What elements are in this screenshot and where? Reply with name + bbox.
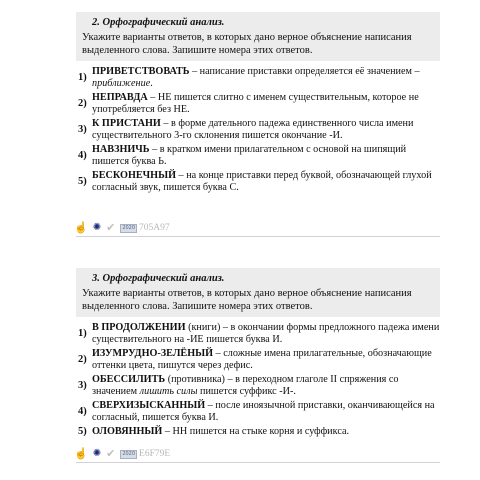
highlighted-word: БЕСКОНЕЧНЫЙ: [92, 170, 176, 181]
option-parenthetical: (книги): [185, 322, 221, 333]
highlighted-word: ОЛОВЯННЫЙ: [92, 426, 163, 437]
answer-option[interactable]: [78, 322, 440, 345]
option-text: – в переходном глаголе II спряжения со значением: [92, 374, 399, 397]
option-number: 4): [78, 149, 87, 161]
answer-option[interactable]: [78, 170, 440, 193]
year-badge: 2020: [122, 224, 136, 231]
task-toolbar: [74, 447, 444, 461]
answer-option[interactable]: [78, 66, 440, 89]
highlighted-word: К ПРИСТАНИ: [92, 118, 161, 129]
task-title: 3. Орфографический анализ.: [92, 273, 225, 284]
option-italic-text: приближение: [92, 77, 151, 89]
option-italic-text: лишить силы: [139, 385, 198, 397]
option-number: 3): [78, 379, 87, 391]
answer-option[interactable]: [78, 348, 440, 371]
option-text: – на конце приставки перед буквой, обозначающей глухой согласный звук, пишется буква С.: [92, 170, 432, 193]
answer-option[interactable]: [78, 92, 440, 115]
answer-options: [76, 66, 440, 193]
highlighted-word: НЕПРАВДА: [92, 92, 148, 103]
option-text: – после иноязычной приставки, оканчивающейся на согласный, пишется буква И.: [92, 400, 435, 423]
task-instruction: Укажите варианты ответов, в которых дано верное объяснение написания выделенного слова. Запишите номера этих ответов.: [82, 288, 412, 312]
answer-option[interactable]: [78, 374, 440, 397]
option-text: – написание приставки определяется её значением –: [189, 66, 420, 77]
option-number: 4): [78, 405, 87, 417]
task-title: 2. Орфографический анализ.: [92, 17, 225, 28]
hand-pointer-icon[interactable]: ☝: [74, 222, 88, 234]
task-code: 705A97: [139, 223, 170, 233]
gear-icon[interactable]: ✺: [92, 448, 102, 459]
option-text: – в форме дательного падежа единственного числа имени существительного 3-го склонения пишется окончание -И.: [92, 118, 414, 141]
highlighted-word: СВЕРХИЗЫСКАННЫЙ: [92, 400, 206, 411]
task-instruction: Укажите варианты ответов, в которых дано верное объяснение написания выделенного слова. Запишите номера этих ответов.: [82, 32, 412, 56]
option-number: 1): [78, 71, 87, 83]
answer-options: [76, 322, 440, 438]
option-text: – в окончании формы предложного падежа имени существительного на -ИЕ пишется буква И.: [92, 322, 440, 345]
option-parenthetical: (противника): [165, 374, 225, 385]
task-toolbar: [74, 221, 444, 235]
answer-option[interactable]: [78, 400, 440, 423]
highlighted-word: НАВЗНИЧЬ: [92, 144, 150, 155]
gear-icon[interactable]: ✺: [92, 222, 102, 233]
option-text-end: .: [150, 77, 153, 89]
option-text: – НН пишется на стыке корня и суффикса.: [162, 426, 350, 437]
answer-option[interactable]: [78, 118, 440, 141]
option-number: 5): [78, 175, 87, 187]
option-number: 3): [78, 123, 87, 135]
task-header: [76, 12, 440, 61]
option-text-end: пишется суффикс -И-.: [197, 385, 296, 397]
divider: [76, 462, 440, 463]
option-number: 2): [78, 97, 87, 109]
task-header: [76, 268, 440, 317]
year-badge: 2020: [122, 450, 136, 457]
option-text: – в кратком имени прилагательном с основой на шипящий пишется буква Ь.: [92, 144, 407, 167]
hand-pointer-icon[interactable]: ☝: [74, 448, 88, 460]
answer-option[interactable]: [78, 144, 440, 167]
option-number: 5): [78, 426, 87, 437]
task-block: [76, 268, 440, 441]
answer-option[interactable]: [78, 426, 440, 438]
highlighted-word: ОБЕССИЛИТЬ: [92, 374, 166, 385]
divider: [76, 236, 440, 237]
option-number: 2): [78, 353, 87, 365]
task-block: [76, 12, 440, 196]
highlighted-word: ПРИВЕТСТВОВАТЬ: [92, 66, 190, 77]
check-icon[interactable]: ✔: [106, 222, 116, 234]
highlighted-word: В ПРОДОЛЖЕНИИ: [92, 322, 186, 333]
option-number: 1): [78, 327, 87, 339]
option-text: – сложные имена прилагательные, обозначающие оттенки цвета, пишутся через дефис.: [92, 348, 432, 371]
task-code: E6F79E: [139, 449, 171, 459]
highlighted-word: ИЗУМРУДНО-ЗЕЛЁНЫЙ: [92, 348, 214, 359]
check-icon[interactable]: ✔: [106, 448, 116, 460]
option-text: – НЕ пишется слитно с именем существительным, которое не употребляется без НЕ.: [92, 92, 419, 115]
